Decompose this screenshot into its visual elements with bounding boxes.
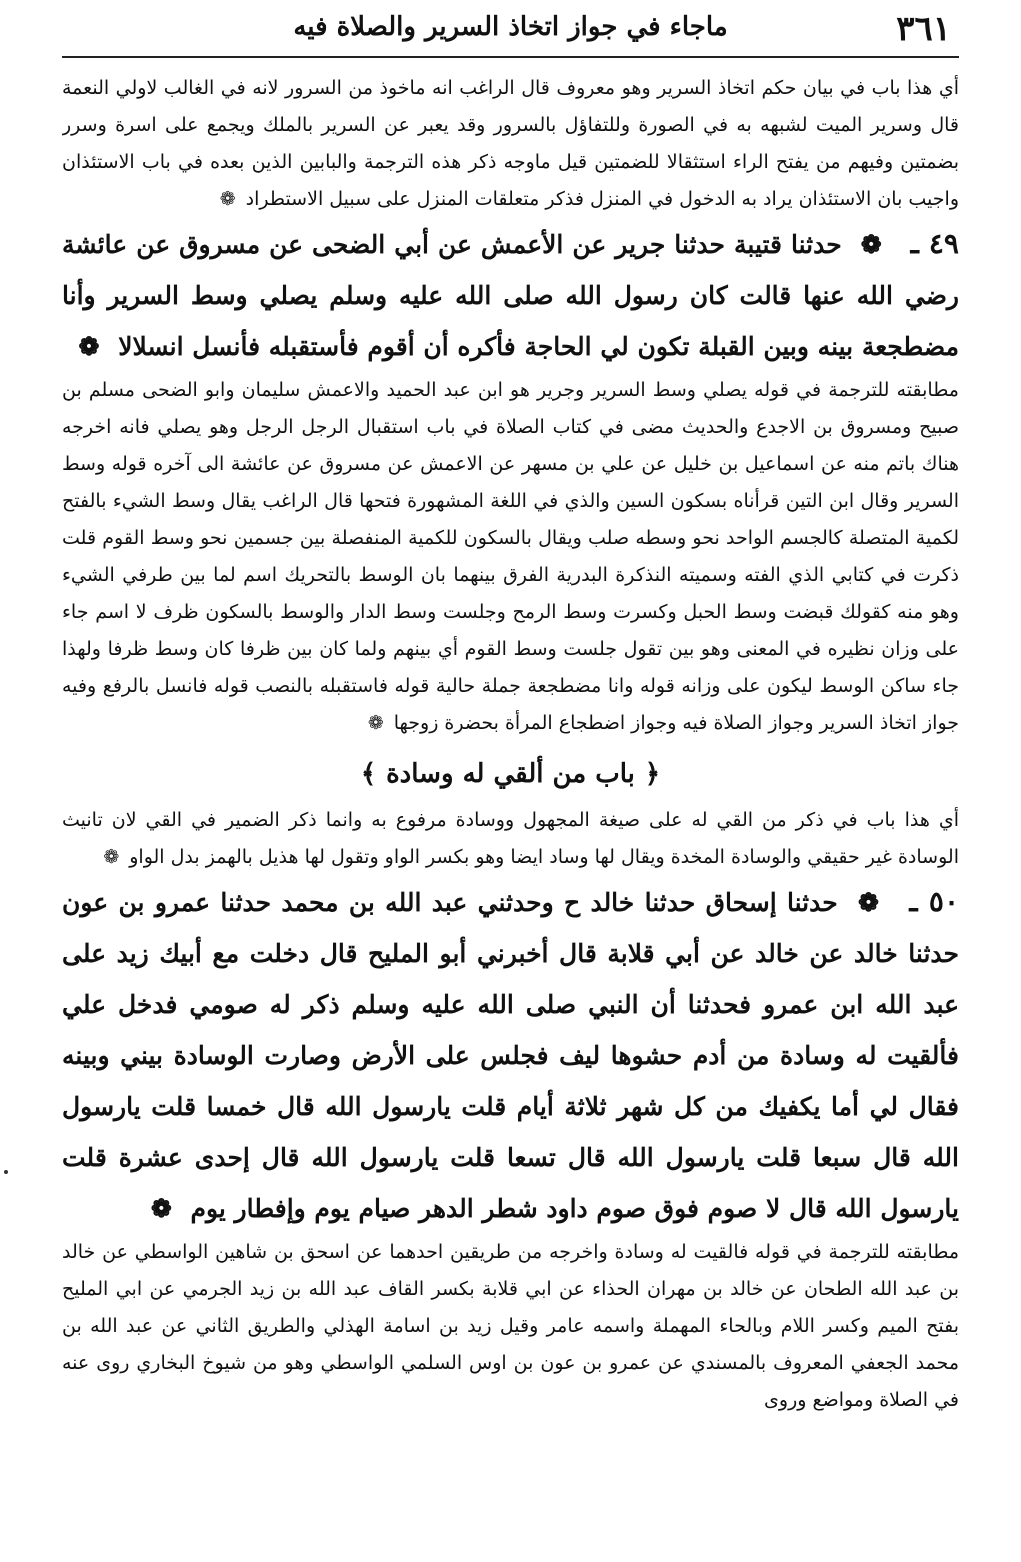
open-ornament-icon: ❁ bbox=[858, 888, 879, 917]
end-ornament-icon: ❁ bbox=[367, 712, 384, 734]
haddathana-word: حدثنا bbox=[787, 888, 838, 917]
close-ornament-icon: ﴾ bbox=[360, 759, 377, 789]
end-ornament-icon: ❁ bbox=[103, 846, 120, 868]
open-ornament-icon: ﴿ bbox=[644, 759, 661, 789]
commentary-paragraph: أي هذا باب في ذكر من القي له على صيغة المجهول ووسادة مرفوع به وانما ذكر الضمير في القي لان تانيث الوسادة غير حقيقي والوسادة المخدة ويقال لها وساد ايضا وهو بكسر الواو وتقول لها هذيل بالهمز بدل الواو❁ bbox=[62, 809, 959, 868]
commentary-paragraph: مطابقته للترجمة في قوله يصلي وسط السرير وجرير هو ابن عبد الحميد والاعمش سليمان وابو الضحى مسلم بن صبيح ومسروق بن الاجدع والحديث مضى في كتاب الصلاة في باب استقبال الرجل الرجل وهو يصلي فانه اخرجه هناك باتم منه عن اسماعيل بن خليل عن علي بن مسهر عن الاعمش عن مسروق عن عائشة الى آخره قوله وسط السرير وقال ابن التين قرأناه بسكون السين والذي في اللغة المشهورة فتحها قال الراغب يقال وسط الشيء بالفتح لكمية المتصلة كالجسم الواحد نحو وسطه صلب ويقال بالسكون للكمية المنفصلة بين جسمين نحو وسط القوم قلت ذكرت في كتابي الذي الفته وسميته النذكرة البدرية الفرق بينهما بان الوسط بالتحريك اسم لما بين طرفي الشيء وهو منه كقولك قبضت وسط الحبل وكسرت وسط الرمح وجلست وسط الدار والوسط بالسكون ظرف لا اسم جاء على وزان نظيره في المعنى وهو بين تقول جلست وسط القوم أي بينهم ولما كان بين ظرفا كان وسط ظرفا ولهذا جاء ساكن الوسط ليكون على وزانه قوله وانا مضطجعة جملة حالية قوله فاستقبله بالنصب قوله فانسل بالرفع وفيه جواز اتخاذ السرير وجواز الصلاة فيه وجواز اضطجاع المرأة بحضرة زوجها❁ bbox=[62, 379, 959, 734]
page-header bbox=[70, 8, 951, 50]
open-ornament-icon: ❁ bbox=[860, 230, 882, 259]
hadith-text: ٤٩ ـ ❁ حدثنا قتيبة حدثنا جرير عن الأعمش عن أبي الضحى عن مسروق عن عائشة رضي الله عنها قالت كان رسول الله صلى الله عليه وسلم يصلي وسط السرير وأنا مضطجعة بينه وبين القبلة تكون لي الحاجة فأكره أن أقوم فأستقبله فأنسل انسلالا ❁ bbox=[62, 227, 959, 361]
hadith-number: ٤٩ ـ bbox=[910, 227, 959, 260]
commentary-paragraph: مطابقته للترجمة في قوله فالقيت له وسادة واخرجه من طريقين احدهما عن اسحق بن شاهين الواسطي عن خالد بن عبد الله الطحان عن خالد بن مهران الحذاء عن ابي قلابة بكسر القاف عبد الله بن زيد الجرمي عن ابي المليح بفتح الميم وكسر اللام وبالحاء المهملة واسمه عامر وقيل زيد بن اسامة الهذلي والطريق الثاني عن عبد الله بن محمد الجعفي المعروف بالمسندي عن عمرو بن عون بن اوس السلمي الواسطي وهو من شيوخ البخاري روى عنه في الصلاة ومواضع وروى bbox=[62, 1241, 959, 1411]
hadith-text: ٥٠ ـ ❁ حدثنا إسحاق حدثنا خالد ح وحدثني عبد الله بن محمد حدثنا عمرو بن عون حدثنا خالد عن خالد عن أبي قلابة قال أخبرني أبو المليح قال دخلت مع أبيك زيد على عبد الله ابن عمرو فحدثنا أن النبي صلى الله عليه وسلم ذكر له صومي فدخل علي فألقيت له وسادة من أدم حشوها ليف فجلس على الأرض وصارت الوسادة بيني وبينه فقال لي أما يكفيك من كل شهر ثلاثة أيام قلت يارسول الله قال خمسا قلت يارسول الله قال سبعا قلت يارسول الله قال تسعا قلت يارسول الله قال إحدى عشرة قلت يارسول الله قال لا صوم فوق صوم داود شطر الدهر صيام يوم وإفطار يوم ❁ bbox=[62, 885, 959, 1223]
commentary-paragraph: أي هذا باب في بيان حكم اتخاذ السرير وهو معروف قال الراغب انه ماخوذ من السرور لانه في الغالب لاولي النعمة قال وسرير الميت لشبهه به في الصورة وللتفاؤل بالسرور وقد يعبر عن السرير بالملك ويجمع على اسرة وسرر بضمتين وفيهم من يفتح الراء استثقالا للضمتين قيل ماوجه ذكر هذه الترجمة والبابين الذين بعده في باب الاستئذان واجيب بان الاستئذان يراد به الدخول في المنزل فذكر متعلقات المنزل على سبيل الاستطراد❁ bbox=[62, 77, 959, 210]
margin-dot bbox=[4, 1170, 8, 1174]
running-head: ماجاء في جواز اتخاذ السرير والصلاة فيه bbox=[293, 12, 728, 42]
close-ornament-icon: ❁ bbox=[150, 1194, 172, 1223]
header-rule bbox=[62, 56, 959, 58]
chapter-title: ﴿باب من ألقي له وسادة﴾ bbox=[360, 759, 661, 789]
page-number: ٣٦١ bbox=[896, 9, 951, 49]
page-content bbox=[62, 70, 959, 1542]
haddathana-word: حدثنا bbox=[790, 230, 842, 259]
end-ornament-icon: ❁ bbox=[219, 188, 236, 210]
hadith-number: ٥٠ ـ bbox=[909, 885, 959, 918]
close-ornament-icon: ❁ bbox=[78, 332, 100, 361]
